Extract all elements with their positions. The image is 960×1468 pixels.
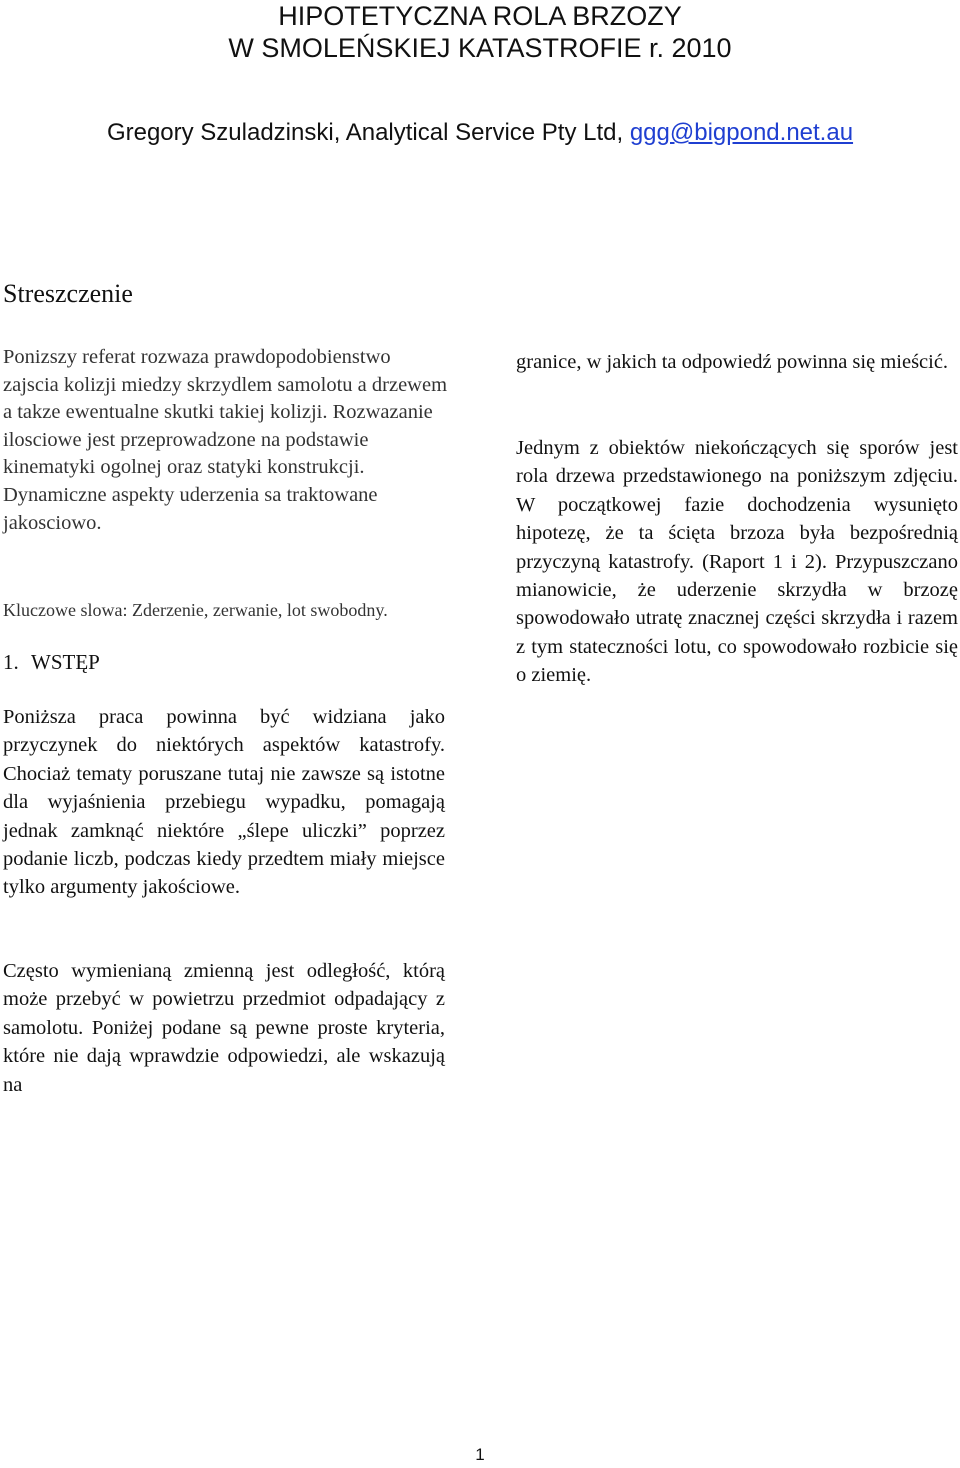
- page-number: 1: [475, 1445, 485, 1464]
- document-title: [0, 0, 960, 64]
- abstract-text: Ponizszy referat rozwaza prawdopodobienstwo zajscia kolizji miedzy skrzydlem samolotu a drzewem a takze ewentualne skutki takiej kolizji. Rozwazanie ilosciowe jest przeprowadzone na podstawie kinematyki ogolnej oraz statyki konstrukcji. Dynamiczne aspekty uderzenia sa traktowane jakosciowo.: [3, 346, 448, 534]
- author-line: [0, 118, 960, 148]
- author-email-link[interactable]: ggg@bigpond.net.au: [629, 119, 854, 146]
- right-paragraph-1: granice, w jakich ta odpowiedź powinna się mieścić.: [516, 351, 949, 373]
- intro-section-number: 1.: [3, 650, 19, 674]
- intro-section-title: WSTĘP: [31, 650, 100, 674]
- title-line-1: HIPOTETYCZNA ROLA BRZOZY: [278, 1, 682, 31]
- abstract-heading: Streszczenie: [3, 279, 133, 308]
- intro-paragraph-2: Często wymienianą zmienną jest odległość, którą może przebyć w powietrzu przedmiot odpadający z samolotu. Poniżej podane są pewne proste kryteria, które nie dają wprawdzie odpowiedzi, ale wskazują na: [3, 960, 445, 1096]
- title-line-2: W SMOLEŃSKIEJ KATASTROFIE r. 2010: [228, 33, 732, 63]
- intro-heading: [3, 648, 100, 676]
- right-paragraph-2: Jednym z obiektów niekończących się sporów jest rola drzewa przedstawionego na poniższym zdjęciu. W początkowej fazie dochodzenia wysunięto hipotezę, że ta ścięta brzoza była bezpośrednią przyczyną katastrofy. (Raport 1 i 2). Przypuszczano mianowicie, że uderzenie skrzydła w brzozę spowodowało utratę znacznej części skrzydła i razem z tym stateczności lotu, co spowodowało rozbicie się o ziemię.: [516, 437, 958, 687]
- author-affiliation: Gregory Szuladzinski, Analytical Service Pty Ltd,: [106, 119, 630, 146]
- keywords-line: Kluczowe slowa: Zderzenie, zerwanie, lot swobodny.: [3, 600, 388, 620]
- intro-paragraph-1: Poniższa praca powinna być widziana jako przyczynek do niektórych aspektów katastrofy. Chociaż tematy poruszane tutaj nie zawsze są istotne dla wyjaśnienia przebiegu wypadku, pomagają jednak zamknąć niektóre „ślepe uliczki” poprzez podanie liczb, podczas kiedy przedtem miały miejsce tylko argumenty jakościowe.: [3, 706, 445, 899]
